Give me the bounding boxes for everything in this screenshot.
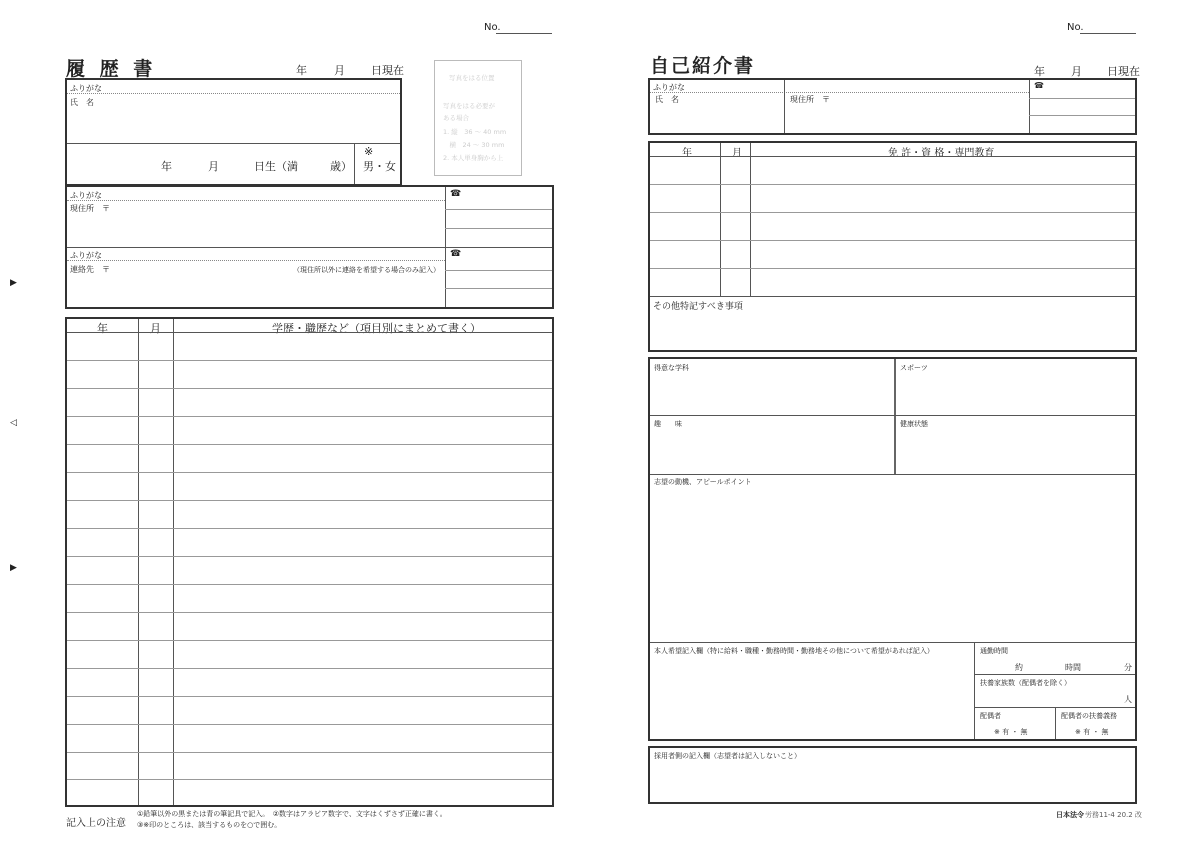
address-field[interactable]	[68, 201, 444, 247]
name-label: 氏 名	[655, 95, 679, 104]
furigana-divider	[67, 93, 400, 94]
name-address-block	[648, 78, 1137, 135]
birth-year-label: 年	[161, 160, 172, 173]
photo-heading: 写真をはる位置	[449, 74, 495, 82]
table-row[interactable]	[67, 556, 552, 557]
address-label: 現住所 〒	[70, 204, 110, 213]
address-furigana-label: ふりがな	[70, 191, 102, 200]
furigana-label: ふりがな	[70, 84, 102, 93]
history-header-divider	[67, 332, 552, 333]
table-row[interactable]	[67, 528, 552, 529]
row-divider	[650, 415, 1135, 416]
phone-line[interactable]	[445, 228, 552, 229]
phone-line[interactable]	[445, 288, 552, 289]
date-year-label: 年	[296, 64, 307, 77]
table-row[interactable]	[67, 584, 552, 585]
margin-arrow-mark: ▶	[10, 278, 17, 288]
phone-column-divider	[1029, 80, 1030, 133]
row-divider	[650, 642, 1135, 643]
month-content-divider	[750, 143, 751, 296]
gender-option[interactable]: 男・女	[363, 160, 396, 173]
name-block	[65, 78, 402, 186]
date-month-label: 月	[1071, 65, 1082, 78]
contact-label: 連絡先 〒	[70, 265, 110, 274]
table-row[interactable]	[650, 240, 1135, 241]
table-row[interactable]	[650, 212, 1135, 213]
motivation-field[interactable]	[651, 487, 1134, 641]
health-label: 健康状態	[900, 420, 928, 428]
dependents-label: 扶養家族数（配偶者を除く）	[980, 679, 1071, 687]
date-year-label: 年	[1034, 65, 1045, 78]
history-header-year: 年	[97, 322, 108, 335]
photo-area[interactable]	[434, 60, 522, 176]
phone-icon: ☎	[450, 189, 462, 199]
table-row[interactable]	[67, 696, 552, 697]
license-header-year: 年	[682, 148, 692, 159]
employer-block	[648, 746, 1137, 804]
license-header-month: 月	[732, 148, 742, 159]
employer-field-label: 採用者側の記入欄（志望者は記入しないこと）	[654, 752, 801, 760]
name-field[interactable]	[68, 95, 399, 141]
spouse-divider	[1055, 707, 1056, 739]
wishes-field[interactable]	[651, 656, 972, 738]
date-day-label: 日現在	[371, 64, 404, 77]
commute-minutes-label: 分	[1124, 663, 1132, 672]
name-address-divider	[784, 80, 785, 133]
document-number-field[interactable]	[496, 33, 552, 34]
birth-month-label: 月	[208, 160, 219, 173]
gender-mark: ※	[364, 145, 374, 158]
history-header-month: 月	[150, 322, 161, 335]
spouse-option[interactable]: ※ 有 ・ 無	[994, 728, 1028, 736]
date-day-label: 日現在	[1107, 65, 1140, 78]
document-number-label: No.	[484, 22, 501, 33]
sports-label: スポーツ	[900, 364, 928, 372]
wishes-side-divider	[974, 642, 975, 739]
table-row[interactable]	[67, 416, 552, 417]
table-row[interactable]	[67, 612, 552, 613]
table-row[interactable]	[67, 779, 552, 780]
contact-field[interactable]	[68, 261, 444, 306]
table-row[interactable]	[67, 668, 552, 669]
phone-icon: ☎	[450, 249, 462, 259]
history-header-content: 学歴・職歴など（項目別にまとめて書く）	[272, 322, 481, 335]
table-row[interactable]	[67, 640, 552, 641]
license-header-divider	[650, 156, 1135, 157]
health-field[interactable]	[897, 429, 1134, 472]
name-field[interactable]	[651, 93, 783, 132]
license-header-content: 免 許・資 格・専門教育	[888, 148, 995, 159]
document-number-field[interactable]	[1080, 33, 1136, 34]
hobby-field[interactable]	[651, 429, 892, 472]
year-month-divider	[720, 143, 721, 296]
page-title: 自己紹介書	[650, 55, 756, 77]
age-label: 歳）	[330, 160, 352, 173]
month-content-divider	[173, 319, 174, 805]
page-title: 履 歴 書	[66, 58, 157, 80]
table-row[interactable]	[67, 360, 552, 361]
table-row[interactable]	[67, 472, 552, 473]
address-contact-divider	[67, 247, 552, 248]
spouse-support-label: 配偶者の扶養義務	[1061, 712, 1117, 720]
contact-furigana-label: ふりがな	[70, 251, 102, 260]
address-label: 現住所 〒	[790, 95, 830, 104]
form-code: 労務11-4 20.2 改	[1085, 811, 1142, 819]
row-divider	[650, 474, 1135, 475]
table-row[interactable]	[67, 388, 552, 389]
phone-line[interactable]	[1029, 115, 1135, 116]
subject-sports-divider	[894, 359, 896, 474]
phone-line[interactable]	[445, 270, 552, 271]
table-row[interactable]	[67, 724, 552, 725]
phone-icon: ☎	[1034, 81, 1044, 90]
favorite-subject-label: 得意な学科	[654, 364, 689, 372]
year-month-divider	[138, 319, 139, 805]
photo-instruction: 写真をはる必要が	[443, 102, 495, 110]
license-table	[648, 141, 1137, 352]
license-other-divider	[650, 296, 1135, 297]
furigana-label: ふりがな	[653, 83, 685, 92]
document-number-label: No.	[1067, 22, 1084, 33]
hobby-label: 趣 味	[654, 420, 682, 428]
table-row[interactable]	[650, 268, 1135, 269]
phone-line[interactable]	[445, 209, 552, 210]
phone-line[interactable]	[1029, 98, 1135, 99]
table-row[interactable]	[67, 500, 552, 501]
spouse-label: 配偶者	[980, 712, 1001, 720]
photo-instruction: 横 24 ～ 30 mm	[443, 141, 505, 149]
other-notes-field[interactable]	[651, 311, 1134, 349]
table-row[interactable]	[67, 444, 552, 445]
sports-field[interactable]	[897, 373, 1134, 414]
history-table	[65, 317, 554, 807]
margin-arrow-mark: ▶	[10, 563, 17, 573]
table-row[interactable]	[67, 752, 552, 753]
wishes-label: 本人希望記入欄（特に給料・職種・勤務時間・勤務地その他について希望があれば記入）	[654, 647, 934, 655]
table-row[interactable]	[650, 184, 1135, 185]
photo-instruction: 1. 縦 36 ～ 40 mm	[443, 128, 507, 136]
commute-hours-label: 時間	[1065, 663, 1081, 672]
address-field[interactable]	[786, 93, 1028, 132]
notes-line: ①鉛筆以外の黒または青の筆記具で記入。 ②数字はアラビア数字で、文字はくずさず正確に書く。	[137, 810, 447, 818]
row-divider	[974, 674, 1135, 675]
spouse-support-option[interactable]: ※ 有 ・ 無	[1075, 728, 1109, 736]
address-block	[65, 185, 554, 309]
date-month-label: 月	[334, 64, 345, 77]
notes-line: ③※印のところは、該当するものを○で囲む。	[137, 821, 282, 829]
commute-about-label: 約	[1015, 663, 1023, 672]
gender-divider	[354, 143, 355, 184]
notes-label: 記入上の注意	[66, 818, 126, 829]
contact-note: （現住所以外に連絡を希望する場合のみ記入）	[293, 266, 440, 274]
name-label: 氏 名	[70, 98, 94, 107]
favorite-subject-field[interactable]	[651, 373, 892, 414]
photo-instruction: 2. 本人単身胸から上	[443, 154, 504, 162]
motivation-label: 志望の動機、アピールポイント	[654, 478, 752, 486]
commute-label: 通勤時間	[980, 647, 1008, 655]
other-notes-label: その他特記すべき事項	[653, 302, 743, 312]
name-birth-divider	[67, 143, 400, 144]
margin-center-mark: ◁	[10, 418, 17, 428]
birth-day-label: 日生（満	[254, 160, 298, 173]
publisher-brand: 日本法令	[1056, 811, 1084, 819]
photo-instruction: ある場合	[443, 114, 469, 122]
employer-field[interactable]	[651, 762, 1134, 801]
dependents-unit: 人	[1124, 695, 1132, 704]
self-intro-block	[648, 357, 1137, 741]
